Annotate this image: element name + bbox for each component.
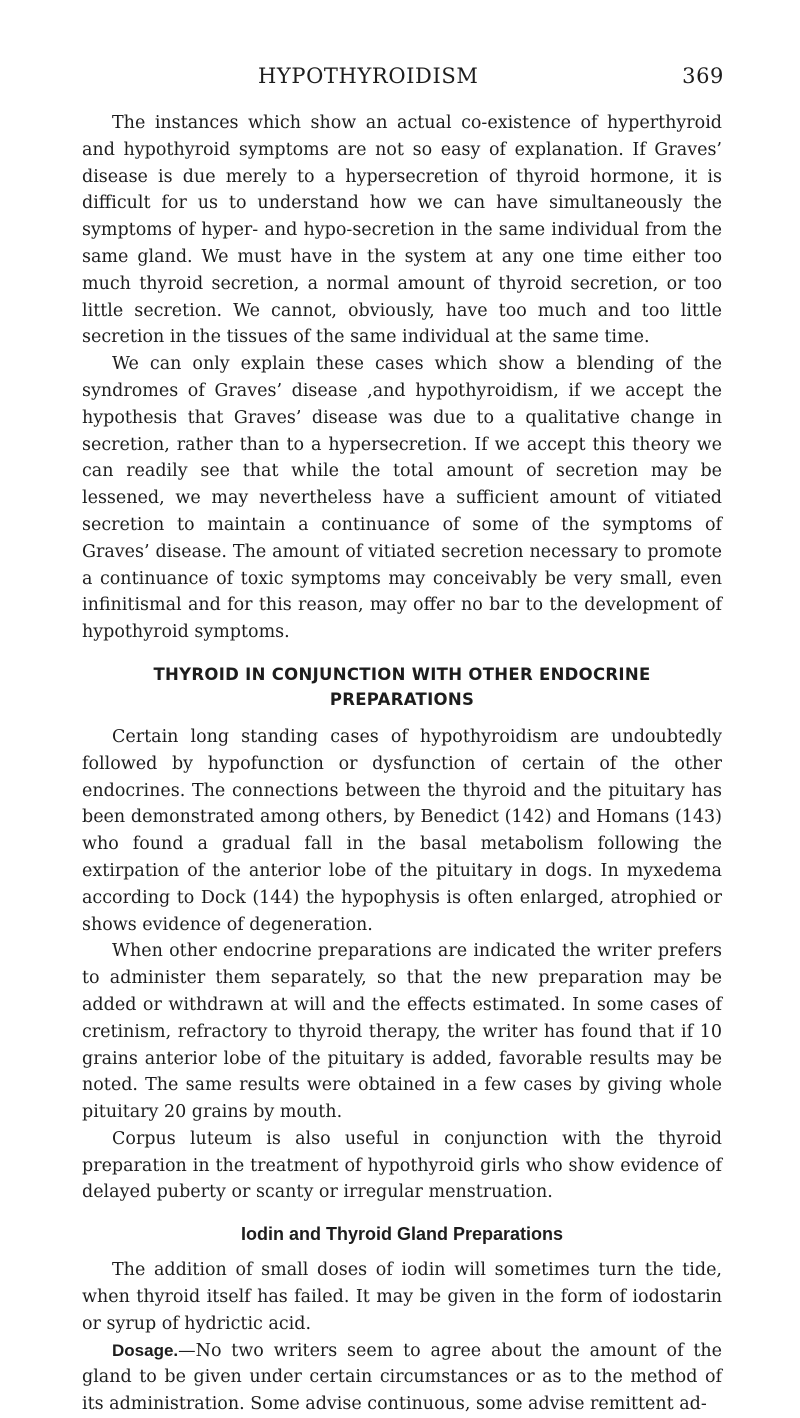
- running-head: [82, 64, 724, 96]
- paragraph: The instances which show an actual co-existence of hyperthyroid and hypothyroid symptoms are not so easy of explanation. If Graves’ disease is due merely to a hypersecretion of thyroid hormone, it is difficult for us to understand how we can have simultaneously the symptoms of hyper- and hypo-secretion in the same individual from the same gland. We must have in the system at any one time either too much thyroid secretion, a normal amount of thyroid secretion, or too little secretion. We cannot, obviously, have too much and too little secretion in the tissues of the same individual at the same time.: [82, 113, 722, 348]
- page-number: 369: [682, 64, 724, 88]
- paragraph: Corpus luteum is also useful in conjunction with the thyroid preparation in the treatment of hypothyroid girls who show evidence of delayed puberty or scanty or irregular menstruation.: [82, 1128, 722, 1203]
- paragraph: We can only explain these cases which show a blending of the syndromes of Graves’ disease ,and hypothyroidism, if we accept the hypothesis that Graves’ disease was due to a qualitative change in secretion, rather than to a hypersecretion. If we accept this theory we can readily see that while the total amount of secretion may be lessened, we may nevertheless have a sufficient amount of vitiated secretion to maintain a continuance of some of the symptoms of Graves’ disease. The amount of vitiated secretion necessary to promote a continuance of toxic symptoms may conceivably be very small, even infinitismal and for this reason, may offer no bar to the development of hypothyroid symptoms.: [82, 354, 722, 643]
- section-heading: THYROID IN CONJUNCTION WITH OTHER ENDOCRINE PREPARATIONS: [153, 664, 651, 709]
- dosage-paragraph: [82, 1338, 722, 1418]
- page-body: [82, 110, 722, 1418]
- paragraph: When other endocrine preparations are indicated the writer prefers to administer them separately, so that the new preparation may be added or withdrawn at will and the effects estimated. In some cases of cretinism, refractory to thyroid therapy, the writer has found that if 10 grains anterior lobe of the pituitary is added, favorable results may be noted. The same results were obtained in a few cases by giving whole pituitary 20 grains by mouth.: [82, 941, 722, 1123]
- paragraph: Certain long standing cases of hypothyroidism are undoubtedly followed by hypofunction or dysfunction of certain of the other endocrines. The connections between the thyroid and the pituitary has been demonstrated among others, by Benedict (142) and Homans (143) who found a gradual fall in the basal metabolism following the extirpation of the anterior lobe of the pituitary in dogs. In myxedema according to Dock (144) the hypophysis is often enlarged, atrophied or shows evidence of degeneration.: [82, 726, 722, 935]
- paragraph: The addition of small doses of iodin will sometimes turn the tide, when thyroid itself has failed. It may be given in the form of iodostarin or syrup of hydrictic acid.: [82, 1260, 722, 1334]
- running-title: HYPOTHYROIDISM: [258, 64, 479, 88]
- dosage-run-in-label: Dosage.: [112, 1340, 179, 1360]
- subsection-heading: Iodin and Thyroid Gland Preparations: [240, 1224, 564, 1245]
- dosage-text: —No two writers seem to agree about the amount of the gland to be given under certain circumstances or as to the method of its administration. Some advise continuous, some advise remittent ad-: [82, 1340, 722, 1415]
